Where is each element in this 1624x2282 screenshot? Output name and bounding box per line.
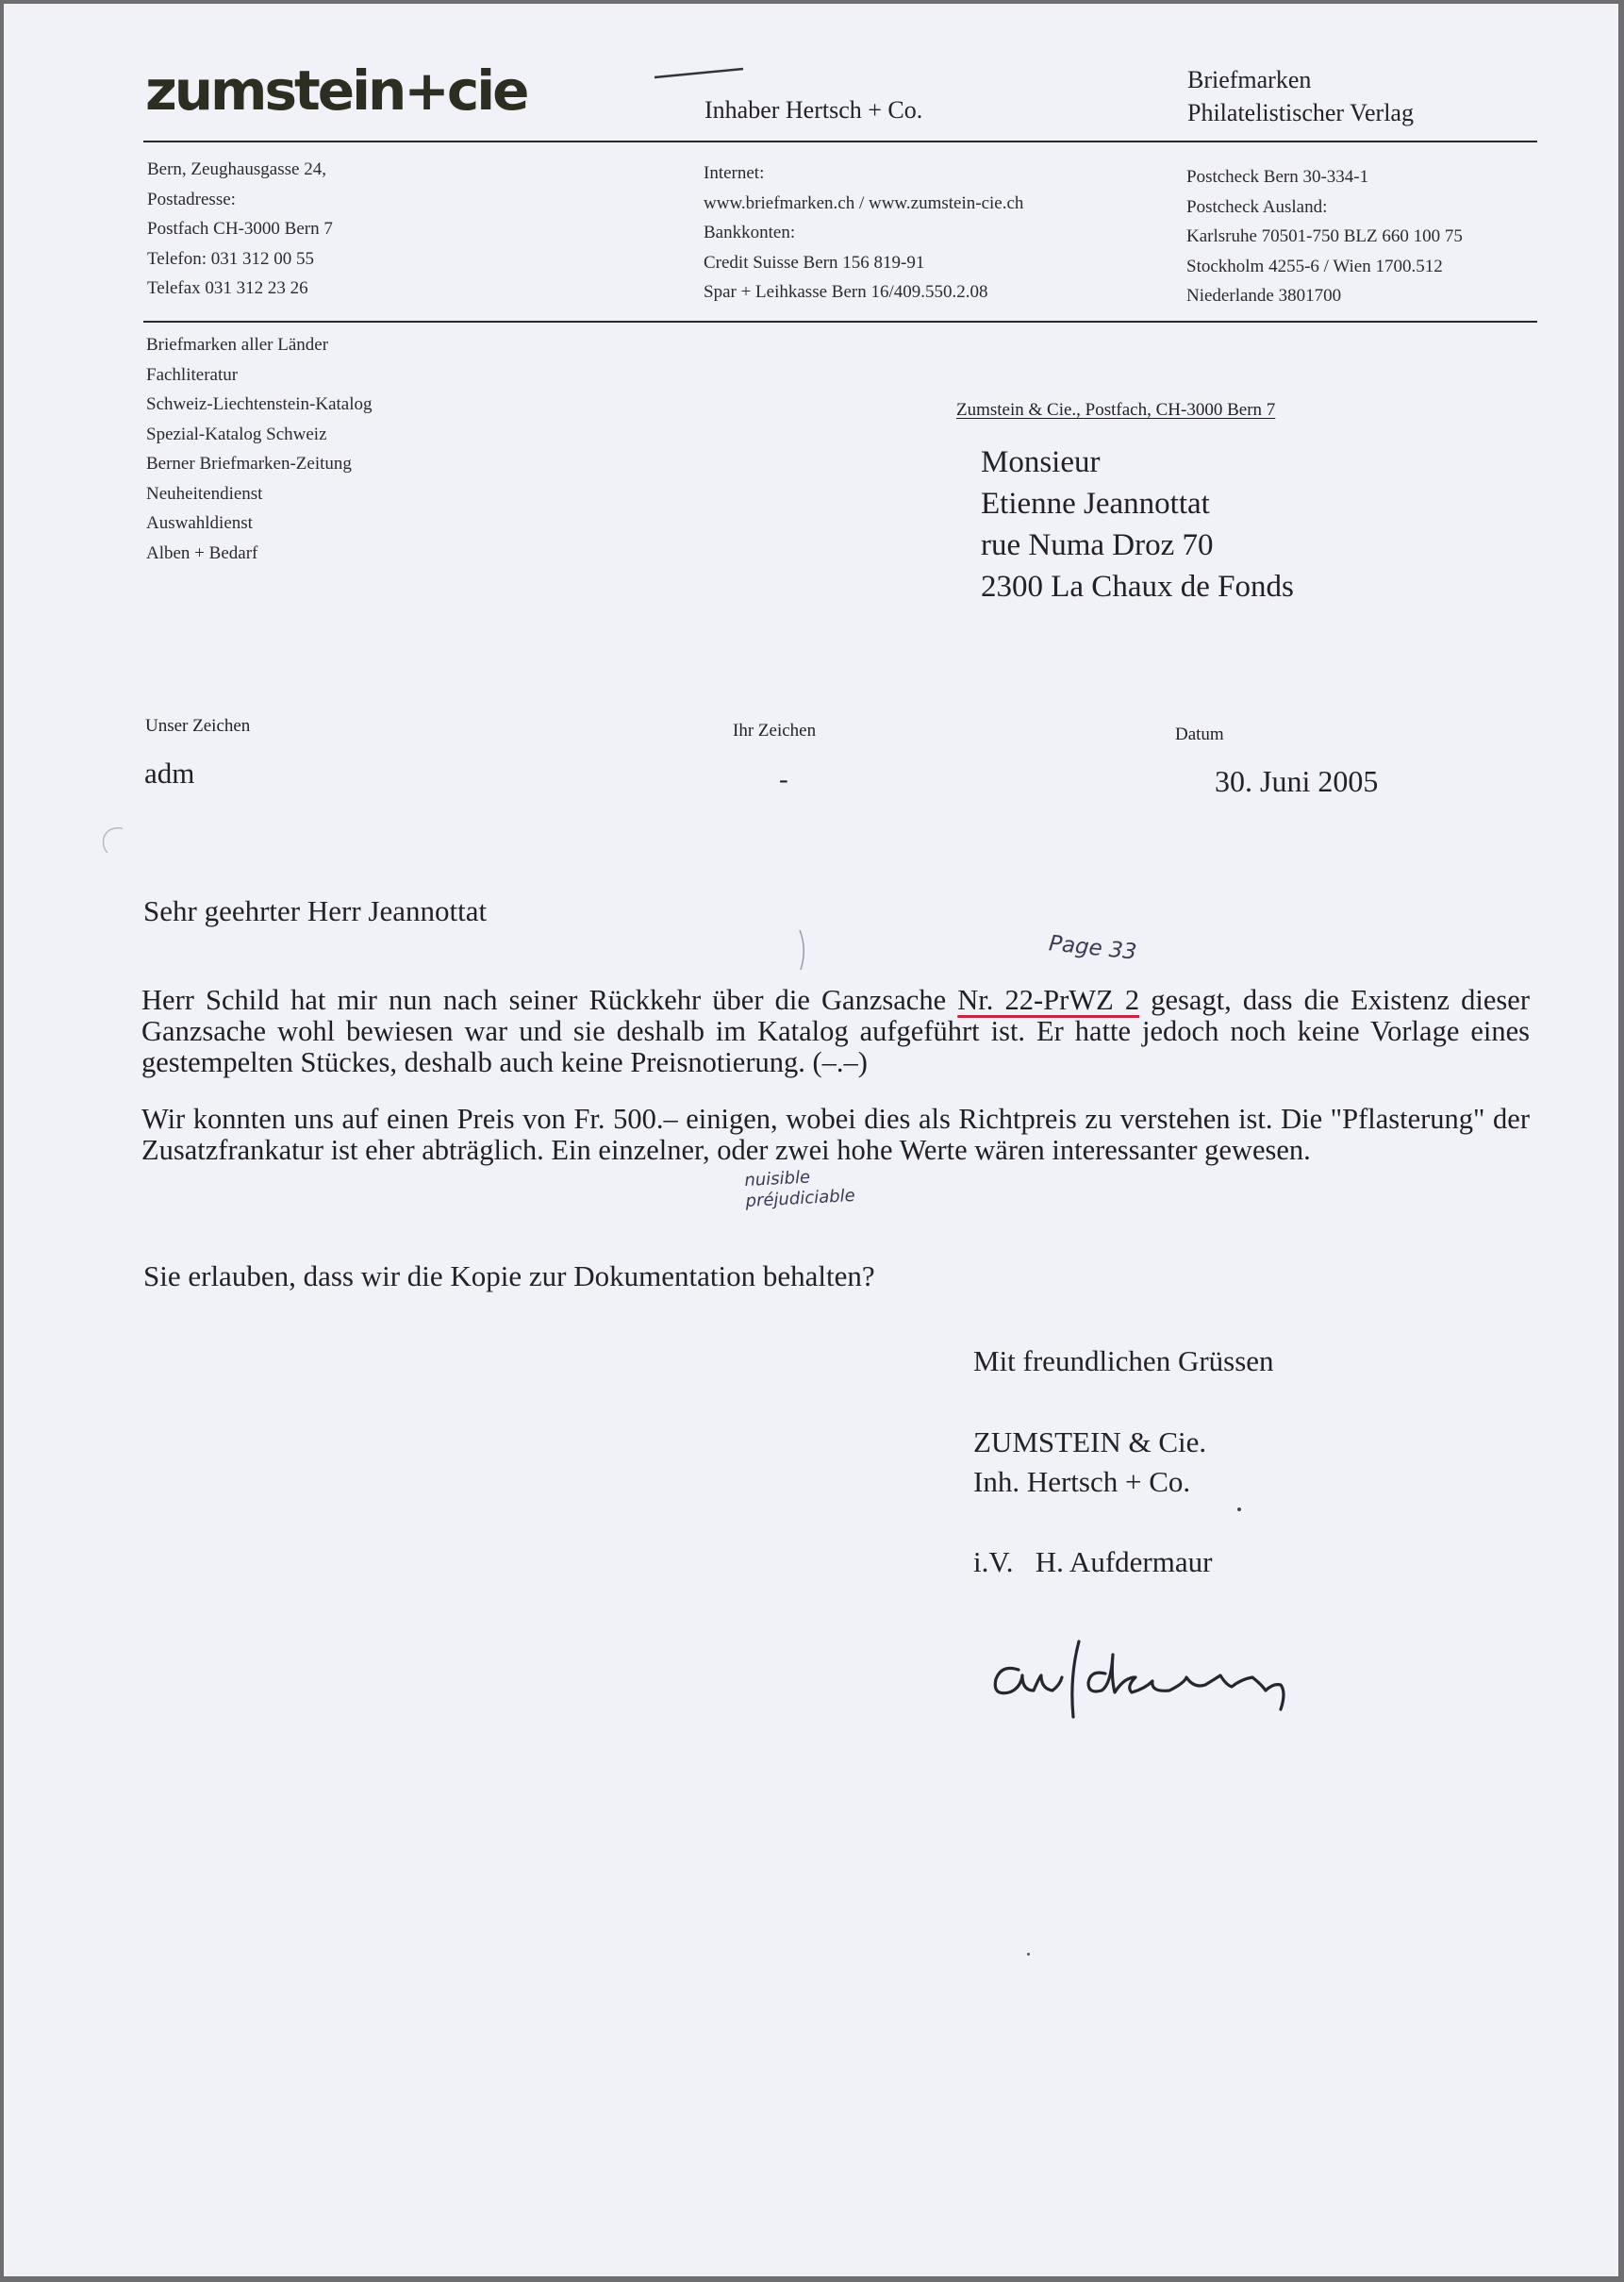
- address-line: Telefon: 031 312 00 55: [147, 248, 315, 269]
- date-value: 30. Juni 2005: [1215, 764, 1379, 798]
- letter-page: [4, 4, 1618, 2276]
- contact-divider: [143, 321, 1537, 323]
- ink-dot: [1237, 1507, 1241, 1511]
- company-line: Inh. Hertsch + Co.: [973, 1465, 1191, 1498]
- recipient-address: [981, 441, 1294, 608]
- ink-dot: [1027, 1953, 1030, 1956]
- service-item: Spezial-Katalog Schweiz: [146, 424, 327, 444]
- service-item: Auswahldienst: [146, 513, 253, 533]
- web-bank-block: [704, 158, 1023, 308]
- recipient-line: Etienne Jeannottat: [981, 487, 1210, 521]
- service-item: Schweiz-Liechtenstein-Katalog: [146, 394, 373, 414]
- web-bank-line: Spar + Leihkasse Bern 16/409.550.2.08: [704, 282, 988, 302]
- stray-mark: [796, 928, 811, 972]
- closing: Mit freundlichen Grüssen: [973, 1344, 1274, 1377]
- handwritten-page-note: Page 33: [1047, 931, 1138, 965]
- paragraph-1: [141, 985, 1530, 1078]
- owner-line: Inhaber Hertsch + Co.: [704, 96, 923, 124]
- pen-stroke-mark: [653, 66, 747, 81]
- service-item: Briefmarken aller Länder: [146, 335, 329, 355]
- services-list: [146, 330, 373, 568]
- address-line: Telefax 031 312 23 26: [147, 278, 308, 298]
- handwritten-translation-note: [744, 1165, 855, 1212]
- web-bank-line: Bankkonten:: [704, 223, 796, 242]
- postcheck-line: Postcheck Ausland:: [1186, 196, 1328, 217]
- recipient-line: 2300 La Chaux de Fonds: [981, 570, 1294, 604]
- header-divider: [143, 141, 1537, 142]
- address-line: Postadresse:: [147, 189, 236, 209]
- web-bank-line: Credit Suisse Bern 156 819-91: [704, 252, 925, 273]
- recipient-line: Monsieur: [981, 445, 1101, 479]
- service-item: Berner Briefmarken-Zeitung: [146, 454, 352, 474]
- company-signature-block: [973, 1423, 1206, 1502]
- web-bank-line: Internet:: [704, 163, 765, 183]
- paragraph-1-start: Herr Schild hat mir nun nach seiner Rückkehr über die Ganzsache: [141, 984, 958, 1016]
- stray-mark: [94, 823, 132, 860]
- our-reference-value: adm: [144, 757, 195, 790]
- address-line: Postfach CH-3000 Bern 7: [147, 219, 333, 239]
- date-label: Datum: [1175, 725, 1224, 744]
- paragraph-1-end: gesagt, dass die Existenz dieser Ganzsache wohl bewiesen war und sie deshalb im Katalog aufgeführt ist. Er hatte jedoch noch keine Vorlage eines gestempelten Stückes, deshalb auch keine Preisnotierung. (–.–): [141, 984, 1530, 1078]
- postcheck-line: Niederlande 3801700: [1186, 286, 1342, 306]
- handwritten-note-line: préjudiciable: [745, 1185, 856, 1212]
- service-item: Neuheitendienst: [146, 483, 263, 504]
- postcheck-line: Postcheck Bern 30-334-1: [1186, 167, 1369, 187]
- postcheck-block: [1186, 162, 1463, 311]
- company-line: ZUMSTEIN & Cie.: [973, 1425, 1207, 1458]
- signatory: i.V. H. Aufdermaur: [973, 1545, 1213, 1578]
- service-item: Alben + Bedarf: [146, 542, 258, 563]
- postcheck-line: Stockholm 4255-6 / Wien 1700.512: [1186, 256, 1443, 276]
- return-address: Zumstein & Cie., Postfach, CH-3000 Bern 7: [956, 400, 1276, 420]
- service-item: Fachliteratur: [146, 364, 239, 385]
- web-bank-line: www.briefmarken.ch / www.zumstein-cie.ch: [704, 192, 1024, 213]
- paragraph-3: Sie erlauben, dass wir die Kopie zur Dokumentation behalten?: [143, 1259, 875, 1292]
- salutation: Sehr geehrter Herr Jeannottat: [143, 894, 488, 927]
- handwritten-signature: [985, 1630, 1343, 1734]
- postcheck-line: Karlsruhe 70501-750 BLZ 660 100 75: [1186, 226, 1463, 246]
- paragraph-2: Wir konnten uns auf einen Preis von Fr. 500.– einigen, wobei dies als Richtpreis zu verstehen ist. Die "Pflasterung" der Zusatzfrankatur ist eher abträglich. Ein einzelner, oder zwei hohe Werte wären interessanter gewesen.: [141, 1103, 1530, 1166]
- address-line: Bern, Zeughausgasse 24,: [147, 159, 326, 179]
- publisher-line-2: Philatelistischer Verlag: [1187, 99, 1414, 126]
- address-block: [147, 155, 333, 304]
- recipient-line: rue Numa Droz 70: [981, 528, 1214, 562]
- item-number-highlight: Nr. 22-PrWZ 2: [957, 984, 1140, 1016]
- publisher-line-1: Briefmarken: [1187, 66, 1312, 93]
- handwritten-note-line: nuisible: [743, 1167, 811, 1191]
- your-reference-label: Ihr Zeichen: [733, 721, 817, 741]
- our-reference-label: Unser Zeichen: [145, 716, 251, 736]
- company-logo: zumstein+cie: [145, 58, 527, 123]
- your-reference-value: -: [779, 764, 788, 794]
